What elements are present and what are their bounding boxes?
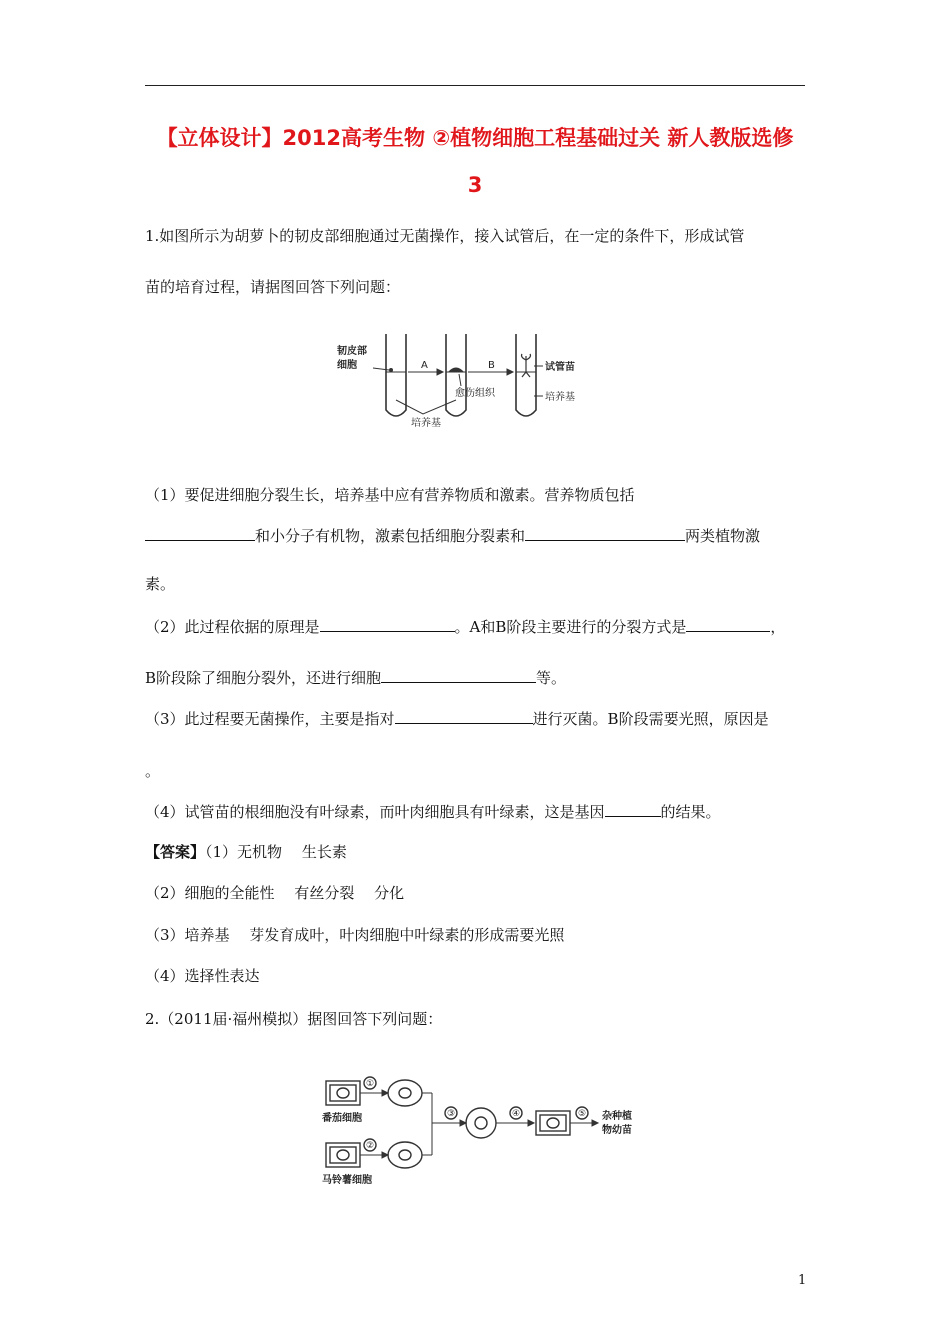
label-callus: 愈伤组织 — [455, 388, 495, 399]
figure-test-tube-culture — [335, 330, 615, 435]
answer-blank[interactable] — [605, 802, 661, 817]
doc-title: 【立体设计】2012高考生物 ②植物细胞工程基础过关 新人教版选修 — [156, 126, 794, 150]
callus-shape — [448, 368, 464, 373]
label-step-1: ① — [365, 1079, 375, 1089]
answer-line-1: 【答案】（1）无机物 生长素 — [145, 843, 347, 861]
label-step-3: ③ — [446, 1109, 456, 1119]
answer-line-3: （3）培养基 芽发育成叶，叶肉细胞中叶绿素的形成需要光照 — [145, 926, 565, 944]
q1-part1-line3: 素。 — [145, 575, 176, 593]
protoplast-1 — [388, 1080, 422, 1106]
answer-blank[interactable] — [395, 709, 533, 724]
seedling-shape — [522, 354, 531, 377]
answer-blank[interactable] — [525, 526, 685, 541]
fused-protoplast — [466, 1108, 496, 1138]
label-seedling: 试管苗 — [545, 362, 575, 373]
answer-blank[interactable] — [320, 617, 455, 632]
test-tube-2 — [446, 334, 466, 416]
q1-part1-line2: 和小分子有机物，激素包括细胞分裂素和 两类植物激 — [145, 525, 760, 546]
label-arrow-a: A — [421, 360, 428, 371]
label-hybrid-2: 物幼苗 — [602, 1125, 632, 1136]
label-tomato-cell: 番茄细胞 — [322, 1113, 362, 1124]
phloem-cell — [389, 368, 393, 372]
label-step-5: ⑤ — [577, 1109, 587, 1119]
label-potato-cell: 马铃薯细胞 — [322, 1175, 372, 1186]
answer-line-2: （2）细胞的全能性 有丝分裂 分化 — [145, 884, 405, 902]
label-arrow-b: B — [488, 360, 495, 371]
label-step-4: ④ — [511, 1109, 521, 1119]
answer-blank[interactable] — [145, 526, 255, 541]
q1-stem-1: 1.如图所示为胡萝卜的韧皮部细胞通过无菌操作，接入试管后，在一定的条件下，形成试管 — [145, 227, 745, 245]
header-rule — [145, 85, 805, 86]
q2-stem: 2.（2011届·福州模拟）据图回答下列问题： — [145, 1010, 443, 1028]
label-step-2: ② — [365, 1141, 375, 1151]
q1-part2-line1: （2）此过程依据的原理是 。A和B阶段主要进行的分裂方式是 ， — [145, 618, 786, 636]
label-phloem: 韧皮部 — [337, 346, 367, 357]
figure-somatic-hybridization — [318, 1075, 658, 1190]
answer-blank[interactable] — [686, 617, 770, 632]
q1-part3-line2: 。 — [145, 762, 161, 780]
label-medium-right: 培养基 — [545, 392, 575, 403]
label-cell: 细胞 — [337, 360, 357, 371]
q1-part2-line2: B阶段除了细胞分裂外，还进行细胞 等。 — [145, 669, 567, 687]
test-tube-3 — [516, 334, 536, 416]
label-medium-bottom: 培养基 — [411, 418, 441, 429]
page-number: 1 — [798, 1273, 807, 1288]
q1-part4: （4）试管苗的根细胞没有叶绿素，而叶肉细胞具有叶绿素，这是基因 的结果。 — [145, 803, 721, 821]
label-hybrid-1: 杂种植 — [602, 1111, 632, 1122]
q1-part1-line1: （1）要促进细胞分裂生长，培养基中应有营养物质和激素。营养物质包括 — [145, 486, 635, 504]
doc-title-cont: 3 — [467, 173, 483, 197]
answer-line-4: （4）选择性表达 — [145, 967, 260, 985]
answer-blank[interactable] — [381, 668, 536, 683]
q1-stem-2: 苗的培育过程，请据图回答下列问题： — [145, 278, 401, 296]
q1-part3-line1: （3）此过程要无菌操作，主要是指对 进行灭菌。B阶段需要光照，原因是 — [145, 710, 769, 728]
protoplast-2 — [388, 1142, 422, 1168]
